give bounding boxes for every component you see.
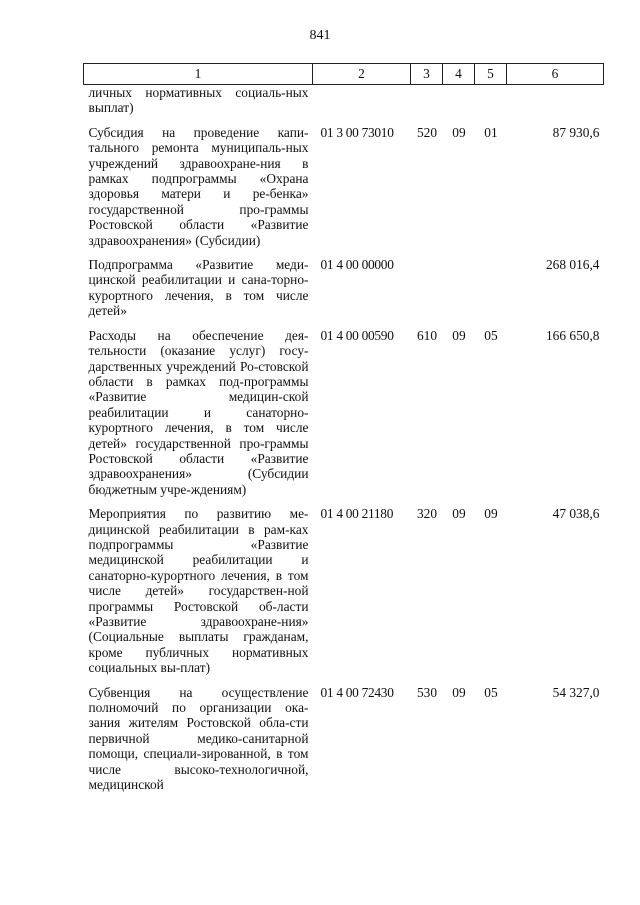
row-csr: 01 4 00 72430: [320, 684, 394, 700]
row-name: личных нормативных социаль-ных выплат): [88, 85, 309, 116]
row-pr: 05: [484, 684, 498, 700]
table-row: [84, 257, 604, 319]
row-pr: [475, 85, 507, 116]
table-row: [84, 328, 604, 497]
row-pr: 01: [484, 124, 498, 140]
row-rz: 09: [452, 684, 466, 700]
row-name: Подпрограмма «Развитие меди-цинской реабилитации и сана-торно-курортного лечения, в том числе детей»: [88, 257, 309, 319]
row-sum: 268 016,4: [545, 257, 600, 273]
row-vr: 520: [416, 124, 438, 140]
row-csr: 01 4 00 21180: [320, 506, 394, 522]
table-row: [84, 125, 604, 248]
row-vr: 320: [416, 506, 438, 522]
row-sum: 47 038,6: [552, 506, 600, 522]
row-rz: [443, 85, 475, 116]
header-col-5: 5: [475, 64, 507, 85]
row-sum: [507, 85, 604, 116]
row-vr: 610: [416, 327, 438, 343]
row-rz: 09: [452, 124, 466, 140]
row-sum: 166 650,8: [545, 327, 600, 343]
row-pr: 09: [484, 506, 498, 522]
row-sum: 87 930,6: [552, 124, 600, 140]
row-pr: 05: [484, 327, 498, 343]
row-csr: 01 3 00 73010: [320, 124, 394, 140]
header-col-3: 3: [411, 64, 443, 85]
budget-table: [83, 63, 604, 792]
row-csr: [313, 85, 411, 116]
row-vr: 530: [416, 684, 438, 700]
table-row: [84, 85, 604, 116]
row-name: Мероприятия по развитию ме-дицинской реабилитации в рам-ках подпрограммы «Развитие медицинской реабилитации и санаторно-курортного лечения, в том числе детей» государствен-ной программы Ростовской об-ласти «Развитие здравоохране-ния» (Социальные выплаты гражданам, кроме публичных нормативных социальных вы-плат): [88, 506, 309, 676]
row-vr: [411, 85, 443, 116]
row-csr: 01 4 00 00000: [320, 257, 394, 273]
page-number: 841: [309, 28, 331, 43]
table-row: [84, 506, 604, 675]
header-col-6: 6: [507, 64, 604, 85]
row-name: Расходы на обеспечение дея-тельности (оказание услуг) госу-дарственных учреждений Ро-стовской области в рамках под-программы «Развитие медицин-ской реабилитации и санаторно-курортного лечения, в том числе детей» государственной про-граммы Ростовской области «Развитие здравоохранения» (Субсидии бюджетным учре-ждениям): [88, 327, 309, 497]
row-name: Субвенция на осуществление полномочий по организации ока-зания жителям Ростовской обла-сти первичной медико-санитарной помощи, специали-зированной, в том числе высоко-технологичной, медицинской: [88, 684, 309, 793]
row-rz: 09: [452, 506, 466, 522]
row-name: Субсидия на проведение капи-тального ремонта муниципаль-ных учреждений здравоохране-ния в рамках подпрограммы «Охрана здоровья матери и ре-бенка» государственной про-граммы Ростовской области «Развитие здравоохранения» (Субсидии): [88, 124, 309, 248]
row-pr: [475, 257, 507, 319]
row-csr: 01 4 00 00590: [320, 327, 394, 343]
row-vr: [411, 257, 443, 319]
header-col-4: 4: [443, 64, 475, 85]
table-header-row: [84, 64, 604, 85]
header-col-1: 1: [84, 64, 313, 85]
row-rz: 09: [452, 327, 466, 343]
row-sum: 54 327,0: [552, 684, 600, 700]
header-col-2: 2: [313, 64, 411, 85]
row-rz: [443, 257, 475, 319]
table-row: [84, 685, 604, 793]
